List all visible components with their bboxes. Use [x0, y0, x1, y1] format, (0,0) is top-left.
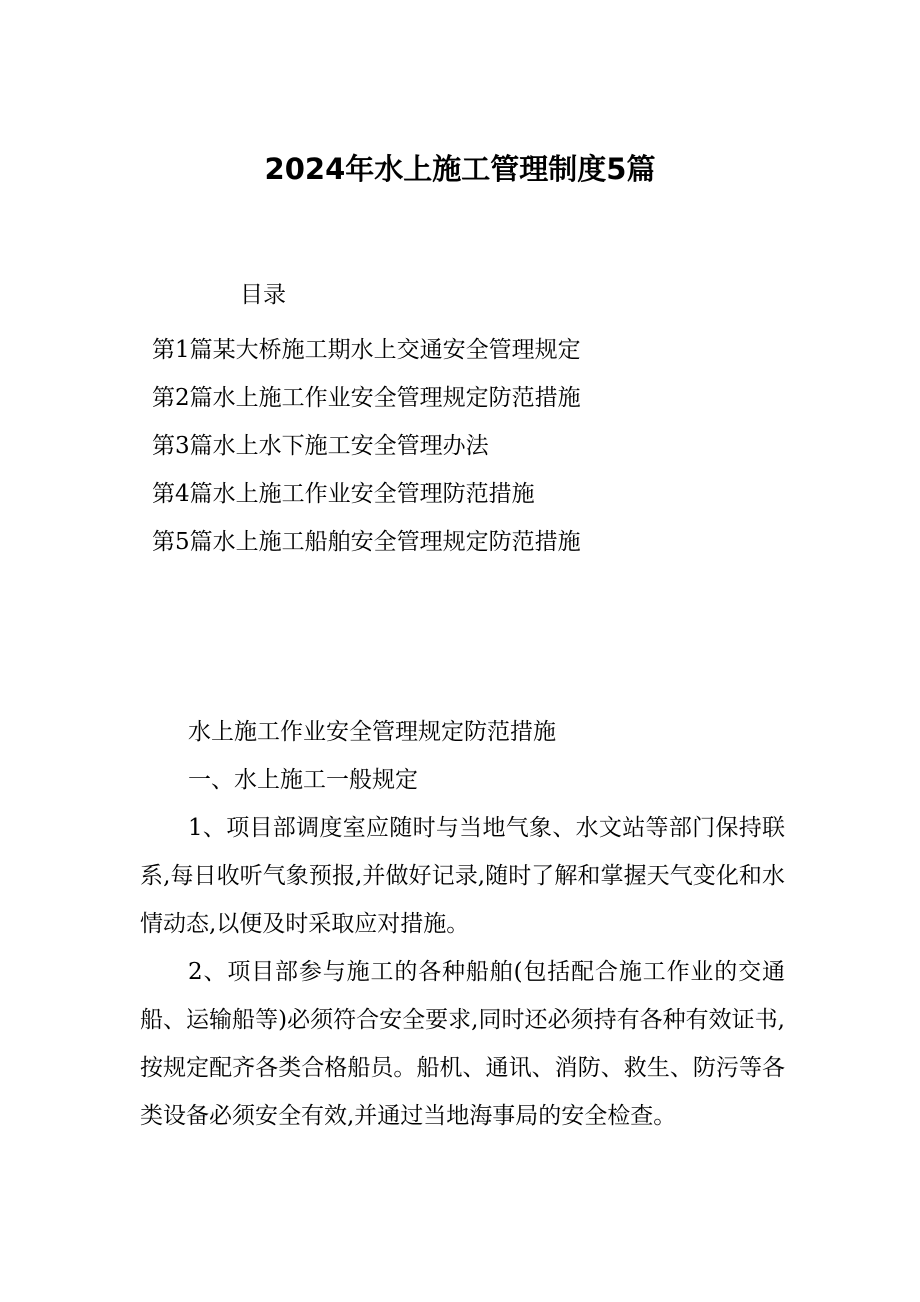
body-paragraph-2: 2、项目部参与施工的各种船舶(包括配合施工作业的交通船、运输船等)必须符合安全要求,同时还必须持有各种有效证书,按规定配齐各类合格船员。船机、通讯、消防、救生、防污等各类设备必须安全有效,并通过当地海事局的安全检查。: [140, 959, 785, 1129]
subsection-title: 一、水上施工一般规定: [188, 767, 418, 793]
toc-list: [152, 326, 581, 566]
toc-item-3[interactable]: 第3篇水上水下施工安全管理办法: [152, 433, 489, 459]
body-paragraph-1: 1、项目部调度室应随时与当地气象、水文站等部门保持联系,每日收听气象预报,并做好记录,随时了解和掌握天气变化和水情动态,以便及时采取应对措施。: [140, 815, 785, 937]
document-body: [140, 708, 785, 1140]
toc-item-1[interactable]: 第1篇某大桥施工期水上交通安全管理规定: [152, 337, 581, 363]
toc-heading: 目录: [240, 282, 286, 308]
document-title: 2024年水上施工管理制度5篇: [264, 152, 656, 186]
toc-item-4[interactable]: 第4篇水上施工作业安全管理防范措施: [152, 481, 535, 507]
toc-item-5[interactable]: 第5篇水上施工船舶安全管理规定防范措施: [152, 529, 581, 555]
section-title: 水上施工作业安全管理规定防范措施: [188, 719, 556, 745]
toc-item-2[interactable]: 第2篇水上施工作业安全管理规定防范措施: [152, 385, 581, 411]
